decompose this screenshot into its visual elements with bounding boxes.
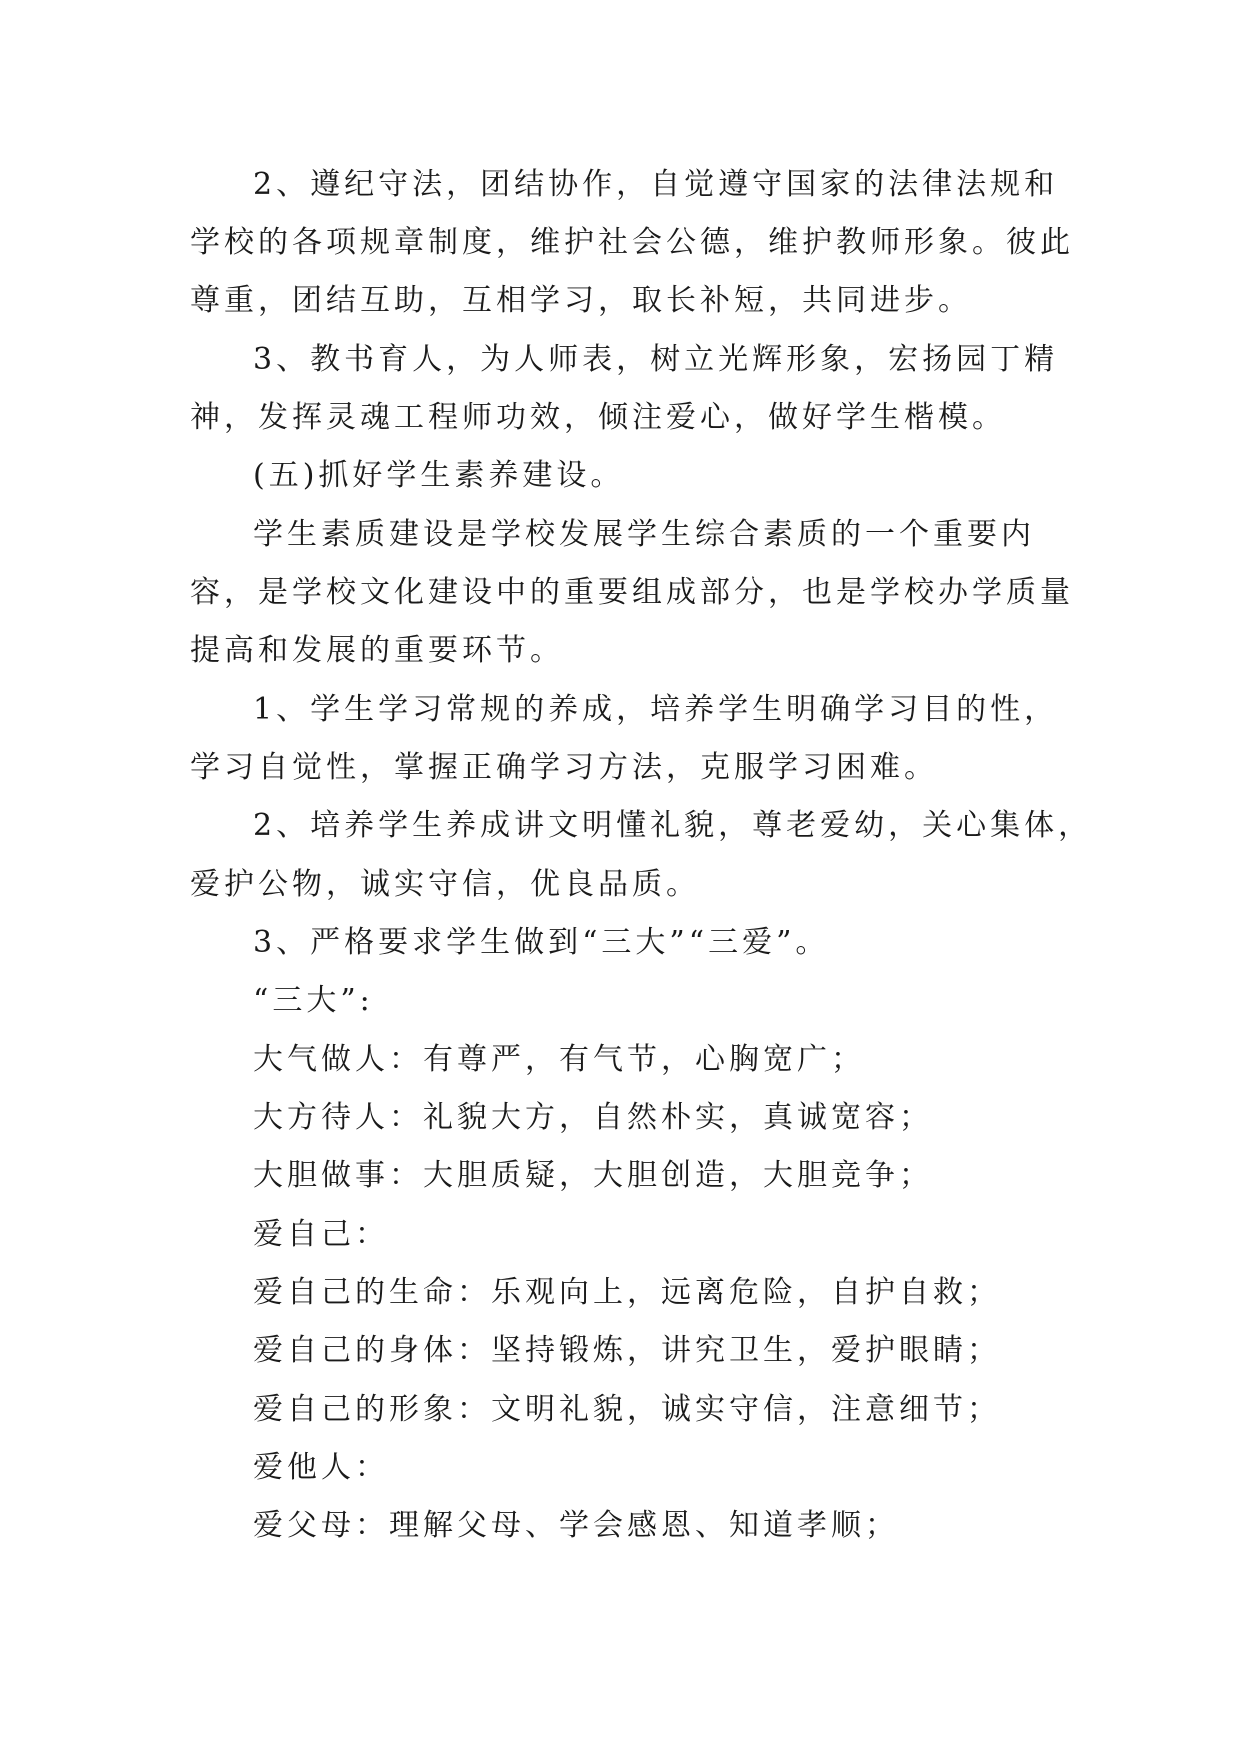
list-item: 大气做人：有尊严，有气节，心胸宽广； <box>253 1042 865 1077</box>
paragraph-line: 提高和发展的重要环节。 <box>190 633 564 668</box>
paragraph-line: 2、遵纪守法，团结协作，自觉遵守国家的法律法规和 <box>253 167 1059 202</box>
paragraph-line: 学习自觉性，掌握正确学习方法，克服学习困难。 <box>190 750 938 785</box>
list-item: 爱父母：理解父母、学会感恩、知道孝顺； <box>253 1508 899 1543</box>
paragraph-line: 神，发挥灵魂工程师功效，倾注爱心，做好学生楷模。 <box>190 400 1006 435</box>
list-item: 大胆做事：大胆质疑，大胆创造，大胆竞争； <box>253 1158 933 1193</box>
paragraph-line: 1、学生学习常规的养成，培养学生明确学习目的性， <box>253 692 1059 727</box>
list-heading: 爱自己： <box>253 1217 389 1252</box>
paragraph-line: 3、严格要求学生做到“三大”“三爱”。 <box>253 925 830 960</box>
list-item: 爱自己的生命：乐观向上，远离危险，自护自救； <box>253 1275 1001 1310</box>
paragraph-line: 学校的各项规章制度，维护社会公德，维护教师形象。彼此 <box>190 225 1074 260</box>
paragraph-line: 容，是学校文化建设中的重要组成部分，也是学校办学质量 <box>190 575 1074 610</box>
paragraph-line: 尊重，团结互助，互相学习，取长补短，共同进步。 <box>190 283 972 318</box>
list-item: 爱自己的形象：文明礼貌，诚实守信，注意细节； <box>253 1392 1001 1427</box>
list-heading: “三大”: <box>253 983 374 1018</box>
list-item: 大方待人：礼貌大方，自然朴实，真诚宽容； <box>253 1100 933 1135</box>
list-heading: 爱他人： <box>253 1450 389 1485</box>
paragraph-line: 爱护公物，诚实守信，优良品质。 <box>190 867 700 902</box>
section-heading: (五)抓好学生素养建设。 <box>253 458 625 493</box>
paragraph-line: 2、培养学生养成讲文明懂礼貌，尊老爱幼，关心集体， <box>253 808 1093 843</box>
list-item: 爱自己的身体：坚持锻炼，讲究卫生，爱护眼睛； <box>253 1333 1001 1368</box>
paragraph-line: 3、教书育人，为人师表，树立光辉形象，宏扬园丁精 <box>253 342 1059 377</box>
paragraph-line: 学生素质建设是学校发展学生综合素质的一个重要内 <box>253 517 1035 552</box>
